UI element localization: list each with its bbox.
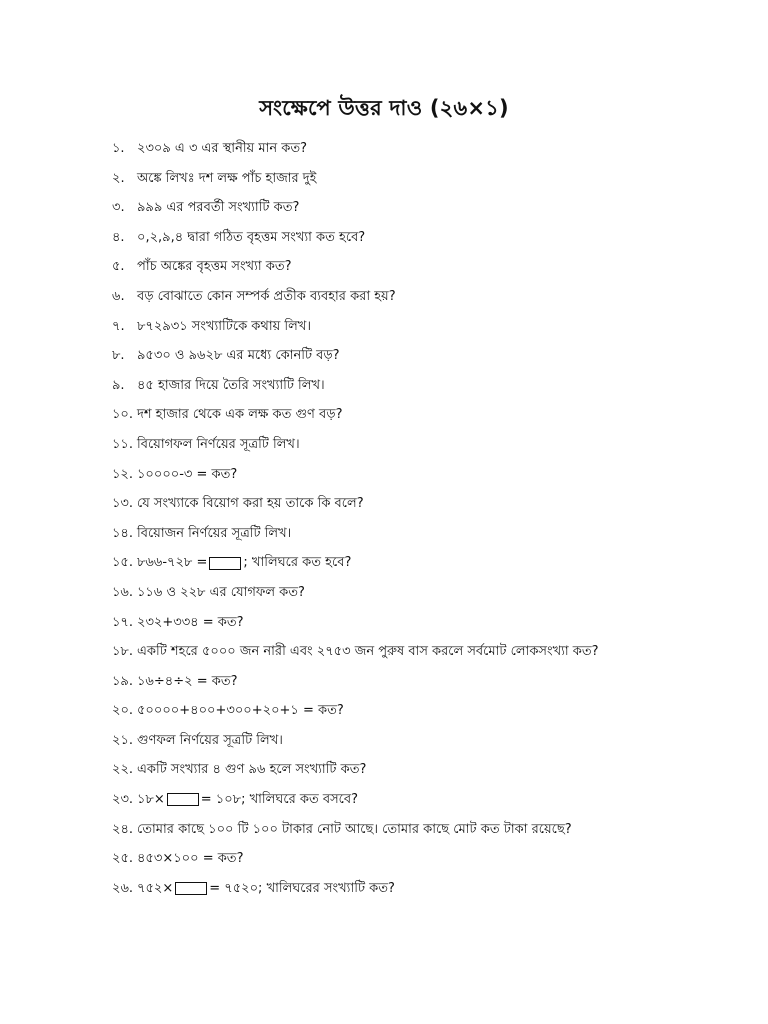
question-number: ৫. (112, 259, 125, 275)
question-number: ১১. (112, 436, 134, 452)
question-text: ৪৫ হাজার দিয়ে তৈরি সংখ্যাটি লিখ। (137, 377, 325, 393)
question-text: গুণফল নির্ণয়ের সূত্রটি লিখ। (137, 732, 283, 748)
question-text: ৮৬৬-৭২৮ = (137, 555, 208, 571)
question-text: ৫০০০০+৪০০+৩০০+২০+১ = কত? (137, 703, 344, 719)
question-item (112, 785, 732, 815)
question-text: বড় বোঝাতে কোন সম্পর্ক প্রতীক ব্যবহার করা হয়? (137, 288, 396, 304)
question-number: ১৫. (112, 555, 134, 571)
question-text: ১৮× (137, 792, 165, 808)
question-item (112, 755, 732, 785)
question-number: ১. (112, 141, 125, 156)
question-text: ১১৬ ও ২২৮ এর যোগফল কত? (137, 584, 305, 600)
question-text: ২৩০৯ এ ৩ এর স্থানীয় মান কত? (137, 141, 307, 156)
question-text: ৮৭২৯৩১ সংখ্যাটিকে কথায় লিখ। (137, 318, 311, 334)
question-text: ২৩২+৩৩৪ = কত? (137, 614, 244, 630)
question-number: ১০. (112, 407, 134, 423)
question-number: ৪. (112, 229, 125, 245)
question-number: ২৩. (112, 792, 134, 808)
question-item (112, 282, 732, 312)
answer-blank-box (209, 557, 241, 570)
question-text-suffix: = ১০৮; খালিঘরে কত বসবে? (200, 792, 359, 808)
question-item (112, 548, 732, 578)
question-number: ২. (112, 170, 125, 186)
question-number: ১৩. (112, 496, 134, 512)
question-list (112, 134, 732, 903)
question-number: ২৬. (112, 880, 134, 896)
question-item (112, 815, 732, 845)
question-text: বিয়োজন নির্ণয়ের সূত্রটি লিখ। (137, 525, 292, 541)
question-number: ১৪. (112, 525, 134, 541)
question-number: ৩. (112, 200, 125, 216)
question-number: ২৪. (112, 821, 134, 837)
question-item (112, 489, 732, 519)
question-text: ১৬÷৪÷২ = কত? (137, 673, 238, 689)
question-item (112, 519, 732, 549)
question-text: ৯৫৩০ ও ৯৬২৮ এর মধ্যে কোনটি বড়? (137, 348, 340, 364)
question-number: ১৯. (112, 673, 134, 689)
question-text: অঙ্কে লিখঃ দশ লক্ষ পাঁচ হাজার দুই (137, 170, 317, 186)
question-item (112, 460, 732, 490)
question-text: একটি সংখ্যার ৪ গুণ ৯৬ হলে সংখ্যাটি কত? (137, 762, 367, 778)
question-number: ২২. (112, 762, 134, 778)
question-text: ১০০০০-৩ = কত? (137, 466, 238, 482)
question-item (112, 312, 732, 342)
question-item (112, 223, 732, 253)
question-item (112, 134, 732, 164)
answer-blank-box (167, 793, 199, 806)
question-text: যে সংখ্যাকে বিয়োগ করা হয় তাকে কি বলে? (137, 496, 364, 512)
question-item (112, 341, 732, 371)
question-number: ১৮. (112, 644, 134, 660)
question-number: ৮. (112, 348, 125, 364)
question-item (112, 637, 732, 667)
question-text: বিয়োগফল নির্ণয়ের সূত্রটি লিখ। (137, 436, 300, 452)
question-number: ১২. (112, 466, 134, 482)
question-item (112, 193, 732, 223)
question-text: দশ হাজার থেকে এক লক্ষ কত গুণ বড়? (137, 407, 343, 423)
question-number: ৭. (112, 318, 125, 334)
question-text-suffix: = ৭৫২০; খালিঘরের সংখ্যাটি কত? (209, 880, 395, 896)
question-item (112, 371, 732, 401)
question-number: ৬. (112, 288, 125, 304)
question-item (112, 667, 732, 697)
question-text: ৯৯৯ এর পরবর্তী সংখ্যাটি কত? (137, 200, 300, 216)
question-item (112, 252, 732, 282)
answer-blank-box (175, 882, 207, 895)
question-text: পাঁচ অঙ্কের বৃহত্তম সংখ্যা কত? (137, 259, 292, 275)
question-number: ২০. (112, 703, 134, 719)
question-text-suffix: ; খালিঘরে কত হবে? (243, 555, 352, 571)
question-item (112, 696, 732, 726)
question-number: ১৬. (112, 584, 134, 600)
question-number: ৯. (112, 377, 125, 393)
question-number: ১৭. (112, 614, 134, 630)
question-item (112, 400, 732, 430)
question-text: ০,২,৯,৪ দ্বারা গঠিত বৃহত্তম সংখ্যা কত হবে? (137, 229, 366, 245)
question-item (112, 578, 732, 608)
question-item (112, 874, 732, 904)
question-number: ২৫. (112, 851, 134, 867)
worksheet-title: সংক্ষেপে উত্তর দাও (২৬×১) (259, 96, 509, 120)
question-text: ৪৫৩×১০০ = কত? (137, 851, 244, 867)
question-item (112, 844, 732, 874)
question-text: একটি শহরে ৫০০০ জন নারী এবং ২৭৫৩ জন পুরুষ বাস করলে সর্বমোট লোকসংখ্যা কত? (137, 644, 599, 660)
question-item (112, 430, 732, 460)
question-text: ৭৫২× (137, 880, 174, 896)
question-text: তোমার কাছে ১০০ টি ১০০ টাকার নোট আছে। তোমার কাছে মোট কত টাকা রয়েছে? (137, 821, 572, 837)
question-number: ২১. (112, 732, 134, 748)
question-item (112, 726, 732, 756)
question-item (112, 164, 732, 194)
question-item (112, 608, 732, 638)
